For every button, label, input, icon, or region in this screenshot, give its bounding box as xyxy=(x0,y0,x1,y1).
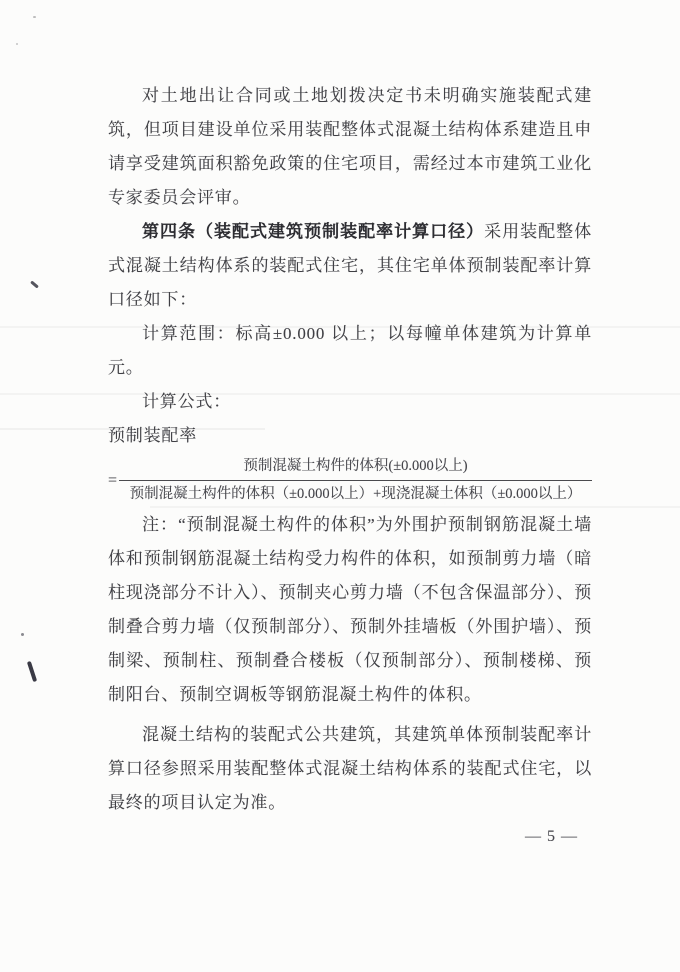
document-body xyxy=(108,79,592,854)
formula-lhs-label: 预制装配率 xyxy=(108,426,197,445)
ink-speck xyxy=(16,43,18,45)
paragraph-article-4 xyxy=(108,215,592,317)
paragraph-land-contract: 对土地出让合同或土地划拨决定书未明确实施装配式建筑，但项目建设单位采用装配整体式混凝土结构体系建造且申请享受建筑面积豁免政策的住宅项目，需经过本市建筑工业化专家委员会评审。 xyxy=(108,86,592,207)
ink-mark xyxy=(30,280,39,288)
page-number: — 5 — xyxy=(525,828,578,846)
formula-denominator: 预制混凝土构件的体积（±0.000以上）+现浇混凝土体积（±0.000以上） xyxy=(129,486,582,503)
prefab-rate-formula xyxy=(108,457,592,504)
equals-sign: = xyxy=(108,472,118,490)
paragraph-note: 注：“预制混凝土构件的体积”为外围护预制钢筋混凝土墙体和预制钢筋混凝土结构受力构件的体积，如预制剪力墙（暗柱现浇部分不计入）、预制夹心剪力墙（不包含保温部分）、预制叠合剪力墙（仅预制部分）、预制外挂墙板（外围护墙）、预制梁、预制柱、预制叠合楼板（仅预制部分）、预制楼梯、预制阳台、预制空调板等钢筋混凝土构件的体积。 xyxy=(108,515,592,705)
ink-mark xyxy=(21,633,24,636)
formula-fraction xyxy=(119,457,592,504)
paragraph-public-buildings: 混凝土结构的装配式公共建筑，其建筑单体预制装配率计算口径参照采用装配整体式混凝土结构体系的装配式住宅，以最终的项目认定为准。 xyxy=(108,725,592,813)
pen-stroke-mark xyxy=(27,661,37,682)
ink-speck xyxy=(33,16,36,18)
formula-numerator: 预制混凝土构件的体积(±0.000以上) xyxy=(119,457,592,481)
article-4-body: 采用装配整体式混凝土结构体系的装配式住宅，其住宅单体预制装配率计算口径如下： xyxy=(108,222,592,309)
article-4-heading: 第四条（装配式建筑预制装配率计算口径） xyxy=(142,222,485,241)
paragraph-calc-formula-label: 计算公式： xyxy=(142,392,231,411)
paragraph-calc-scope: 计算范围：标高±0.000 以上；以每幢单体建筑为计算单元。 xyxy=(108,324,592,377)
